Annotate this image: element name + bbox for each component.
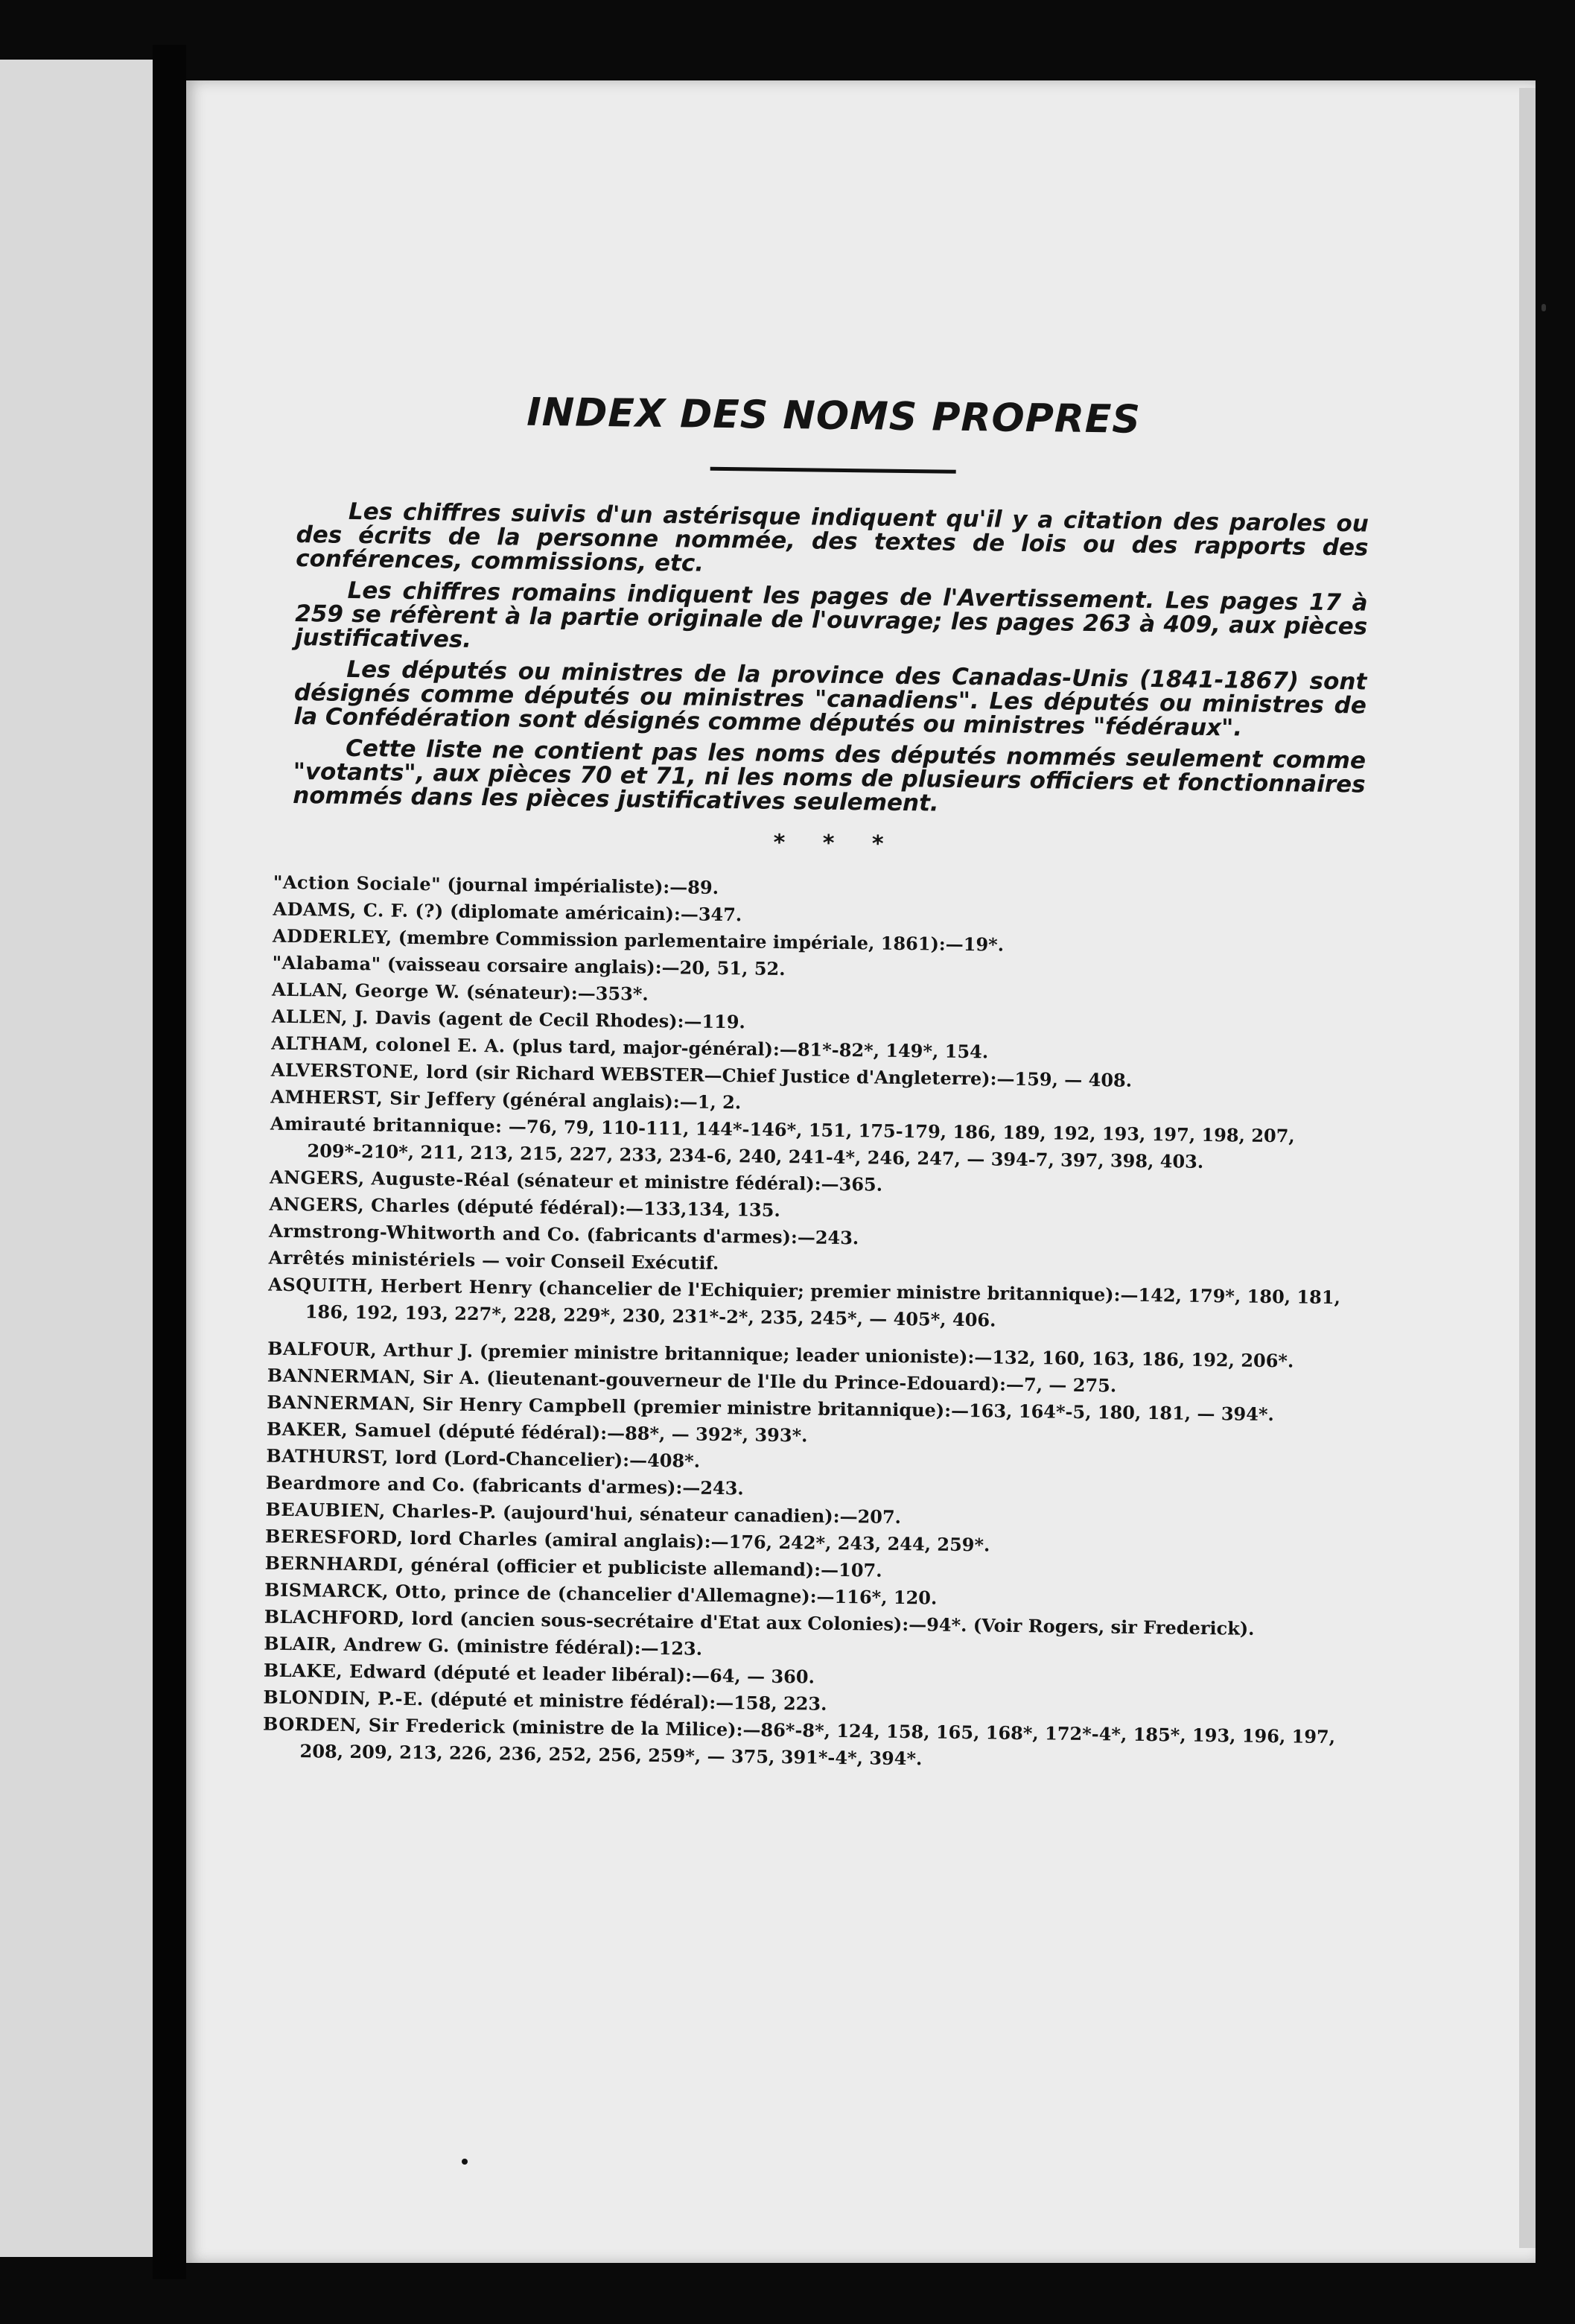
entry-name: BORDEN, Sir Frederick (262, 1712, 506, 1738)
entry-text: (sir Richard WEBSTER—Chief Justice d'Angleterre):—159, — 408. (474, 1061, 1133, 1091)
entry-name: BERESFORD, lord Charles (264, 1525, 538, 1551)
speck-mark-bottom (462, 2159, 468, 2165)
entry-text: (vaisseau corsaire anglais):—20, 51, 52. (386, 953, 786, 980)
entry-name: AMHERST, Sir Jeffery (270, 1085, 496, 1111)
entry-text: (agent de Cecil Rhodes):—119. (437, 1007, 746, 1033)
entry-text: (ancien sous-secrétaire d'Etat aux Colonies):—94*. (Voir Rogers, sir Frederick). (459, 1607, 1255, 1639)
entry-name: "Alabama" (272, 951, 381, 975)
entry-name: BLACHFORD, lord (264, 1605, 454, 1630)
entry-name: "Action Sociale" (273, 871, 442, 895)
intro-notes (293, 499, 1369, 821)
entry-name: BISMARCK, Otto, prince de (264, 1578, 552, 1604)
entry-text: (sénateur):—353*. (465, 980, 649, 1005)
speck-mark (1541, 304, 1546, 311)
entry-text: (amiral anglais):—176, 242*, 243, 244, 259*. (544, 1528, 990, 1556)
entry-name: ANGERS, Auguste-Réal (269, 1166, 510, 1191)
entry-text: (député fédéral):—88*, — 392*, 393*. (437, 1420, 808, 1447)
index-entries (262, 869, 1364, 1778)
entry-text: (général anglais):—1, 2. (501, 1088, 742, 1114)
intro-paragraph: Les chiffres romains indiquent les pages de l'Avertissement. Les pages 17 à 259 se réfèrent à la partie originale de l'ouvrage; les pages 263 à 409, aux pièces justificatives. (294, 577, 1368, 653)
entry-text: (journal impérialiste):—89. (447, 873, 719, 898)
page-content (262, 387, 1369, 1777)
entry-text: (député fédéral):—133,134, 135. (456, 1195, 780, 1221)
entry-name: BANNERMAN, Sir Henry Campbell (267, 1391, 627, 1417)
entry-name: BEAUBIEN, Charles-P. (265, 1498, 497, 1523)
entry-text: — voir Conseil Exécutif. (481, 1249, 719, 1274)
intro-paragraph: Les chiffres suivis d'un astérisque indiquent qu'il y a citation des paroles ou des écrits de la personne nommée, des textes de lois ou des rapports des conférences, commissions, etc. (295, 498, 1369, 577)
entry-text: (aujourd'hui, sénateur canadien):—207. (502, 1501, 902, 1528)
entry-name: ADAMS, C. F. (?) (273, 898, 444, 922)
entry-text: (diplomate américain):—347. (449, 900, 742, 926)
facing-page (0, 60, 153, 2257)
entry-text: —76, 79, 110-111, 144*-146*, 151, 175-179, 186, 189, 192, 193, 197, 198, 207, 209*-210*, 211, 213, 215, 227, 233, 234-6, 240, 241-4*, 246, 247, — 394-7, 397, 398, 403. (307, 1115, 1295, 1172)
page-edge (1519, 88, 1536, 2248)
entry-name: ALLAN, George W. (271, 978, 460, 1003)
entry-name: BAKER, Samuel (266, 1417, 432, 1442)
entry-text: (premier ministre britannique):—163, 164*-5, 180, 181, — 394*. (632, 1395, 1275, 1426)
entry-name: ALLEN, J. Davis (271, 1005, 432, 1029)
intro-paragraph: Cette liste ne contient pas les noms des députés nommés seulement comme "votants", aux pièces 70 et 71, ni les noms de plusieurs officiers et fonctionnaires nommés dans les pièces justificatives seulement. (293, 734, 1366, 817)
entry-text: (Lord-Chancelier):—408*. (443, 1447, 701, 1472)
entry-name: ANGERS, Charles (269, 1193, 451, 1217)
entry-text: (membre Commission parlementaire impériale, 1861):—19*. (398, 926, 1005, 956)
entry-name: BLONDIN, P.-E. (263, 1686, 424, 1710)
entry-text: (lieutenant-gouverneur de l'Ile du Prince-Edouard):—7, — 275. (486, 1367, 1117, 1397)
entry-name: ALTHAM, colonel E. A. (271, 1032, 506, 1057)
entry-name: ALVERSTONE, lord (270, 1058, 469, 1083)
entry-name: Arrêtés ministériels (268, 1246, 476, 1271)
entry-name: BANNERMAN, Sir A. (267, 1364, 481, 1389)
section-separator: * * * (773, 829, 884, 857)
entry-name: Beardmore and Co. (265, 1471, 466, 1496)
entry-text: (député et ministre fédéral):—158, 223. (429, 1688, 827, 1715)
entry-name: BERNHARDI, général (264, 1552, 490, 1577)
entry-name: BATHURST, lord (266, 1444, 438, 1469)
title-rule (710, 467, 956, 474)
entry-text: (fabricants d'armes):—243. (471, 1473, 744, 1499)
book-spine (153, 45, 186, 2279)
entry-text: (sénateur et ministre fédéral):—365. (515, 1169, 883, 1196)
entry-name: Amirauté britannique: (270, 1112, 503, 1137)
entry-text: (plus tard, major-général):—81*-82*, 149*, 154. (511, 1035, 989, 1063)
entry-text: (chancelier d'Allemagne):—116*, 120. (557, 1582, 938, 1609)
entry-text: (chancelier de l'Echiquier; premier ministre britannique):—142, 179*, 180, 181, 186, 192, 193, 227*, 228, 229*, 230, 231*-2*, 235, 245*, — 405*, 406. (305, 1277, 1341, 1331)
entry-text: (ministre de la Milice):—86*-8*, 124, 158, 165, 168*, 172*-4*, 185*, 193, 196, 197, 208, 209, 213, 226, 236, 252, 256, 259*, — 375, 391*-4*, 394*. (299, 1715, 1336, 1770)
page-title: INDEX DES NOMS PROPRES (526, 390, 1142, 442)
entry-text: (officier et publiciste allemand):—107. (495, 1555, 882, 1581)
entry-text: (fabricants d'armes):—243. (586, 1223, 859, 1249)
entry-name: BLAIR, Andrew G. (264, 1632, 451, 1657)
entry-name: Armstrong-Whitworth and Co. (268, 1219, 581, 1245)
entry-name: ADDERLEY, (272, 924, 392, 948)
entry-text: (député et leader libéral):—64, — 360. (432, 1661, 815, 1688)
entry-name: BALFOUR, Arthur J. (267, 1337, 474, 1362)
entry-name: BLAKE, Edward (263, 1659, 427, 1683)
entry-name: ASQUITH, Herbert Henry (268, 1273, 532, 1298)
intro-paragraph: Les députés ou ministres de la province des Canadas-Unis (1841-1867) sont désignés comme députés ou ministres "canadiens". Les députés ou ministres de la Confédération sont désignés comme députés ou ministres "fédéraux". (293, 655, 1367, 742)
entry-text: (ministre fédéral):—123. (456, 1634, 703, 1660)
entry-text: (premier ministre britannique; leader unioniste):—132, 160, 163, 186, 192, 206*. (479, 1340, 1294, 1372)
